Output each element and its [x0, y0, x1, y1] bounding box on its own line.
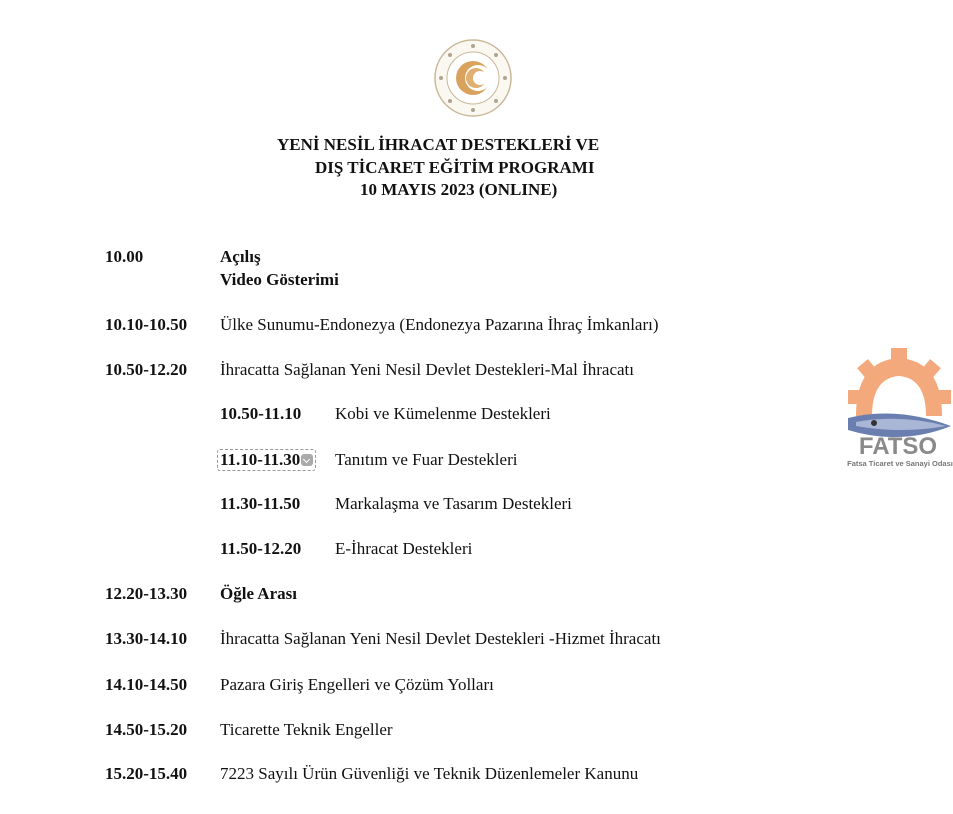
item-2: İhracatta Sağlanan Yeni Nesil Devlet Destekleri-Mal İhracatı: [220, 360, 634, 379]
item-6: E-İhracat Destekleri: [335, 539, 473, 558]
time-0: 10.00: [105, 247, 144, 266]
time-1: 10.10-10.50: [105, 315, 188, 334]
item-10: Ticarette Teknik Engeller: [220, 720, 393, 739]
ministry-seal-logo: [433, 38, 513, 118]
time-4-selected[interactable]: [217, 449, 316, 471]
item-9: Pazara Giriş Engelleri ve Çözüm Yolları: [220, 675, 494, 694]
time-3: 10.50-11.10: [220, 404, 302, 423]
item-0: Açılış: [220, 247, 261, 266]
time-8: 13.30-14.10: [105, 629, 188, 648]
item-5: Markalaşma ve Tasarım Destekleri: [335, 494, 572, 513]
time-4: 11.10-11.30: [220, 450, 301, 469]
fatso-logo: [846, 346, 953, 470]
time-9: 14.10-14.50: [105, 675, 188, 694]
fatso-logo-subtitle: Fatsa Ticaret ve Sanayi Odası: [847, 459, 953, 468]
time-2: 10.50-12.20: [105, 360, 188, 379]
item-8: İhracatta Sağlanan Yeni Nesil Devlet Destekleri -Hizmet İhracatı: [220, 629, 661, 648]
fatso-logo-name: FATSO: [858, 433, 938, 460]
time-7: 12.20-13.30: [105, 584, 188, 603]
time-10: 14.50-15.20: [105, 720, 188, 739]
item-4: Tanıtım ve Fuar Destekleri: [335, 450, 518, 469]
item-11: 7223 Sayılı Ürün Güvenliği ve Teknik Düzenlemeler Kanunu: [220, 764, 639, 783]
title-line-1: YENİ NESİL İHRACAT DESTEKLERİ VE: [277, 135, 600, 154]
time-6: 11.50-12.20: [220, 539, 302, 558]
time-11: 15.20-15.40: [105, 764, 188, 783]
item-0-sub: Video Gösterimi: [220, 270, 339, 289]
item-3: Kobi ve Kümelenme Destekleri: [335, 404, 551, 423]
item-7: Öğle Arası: [220, 584, 297, 603]
item-1: Ülke Sunumu-Endonezya (Endonezya Pazarına İhraç İmkanları): [220, 315, 659, 334]
time-5: 11.30-11.50: [220, 494, 301, 513]
title-line-2: DIŞ TİCARET EĞİTİM PROGRAMI: [315, 158, 595, 177]
chevron-down-icon[interactable]: [301, 454, 313, 466]
title-line-3: 10 MAYIS 2023 (ONLINE): [360, 180, 558, 199]
